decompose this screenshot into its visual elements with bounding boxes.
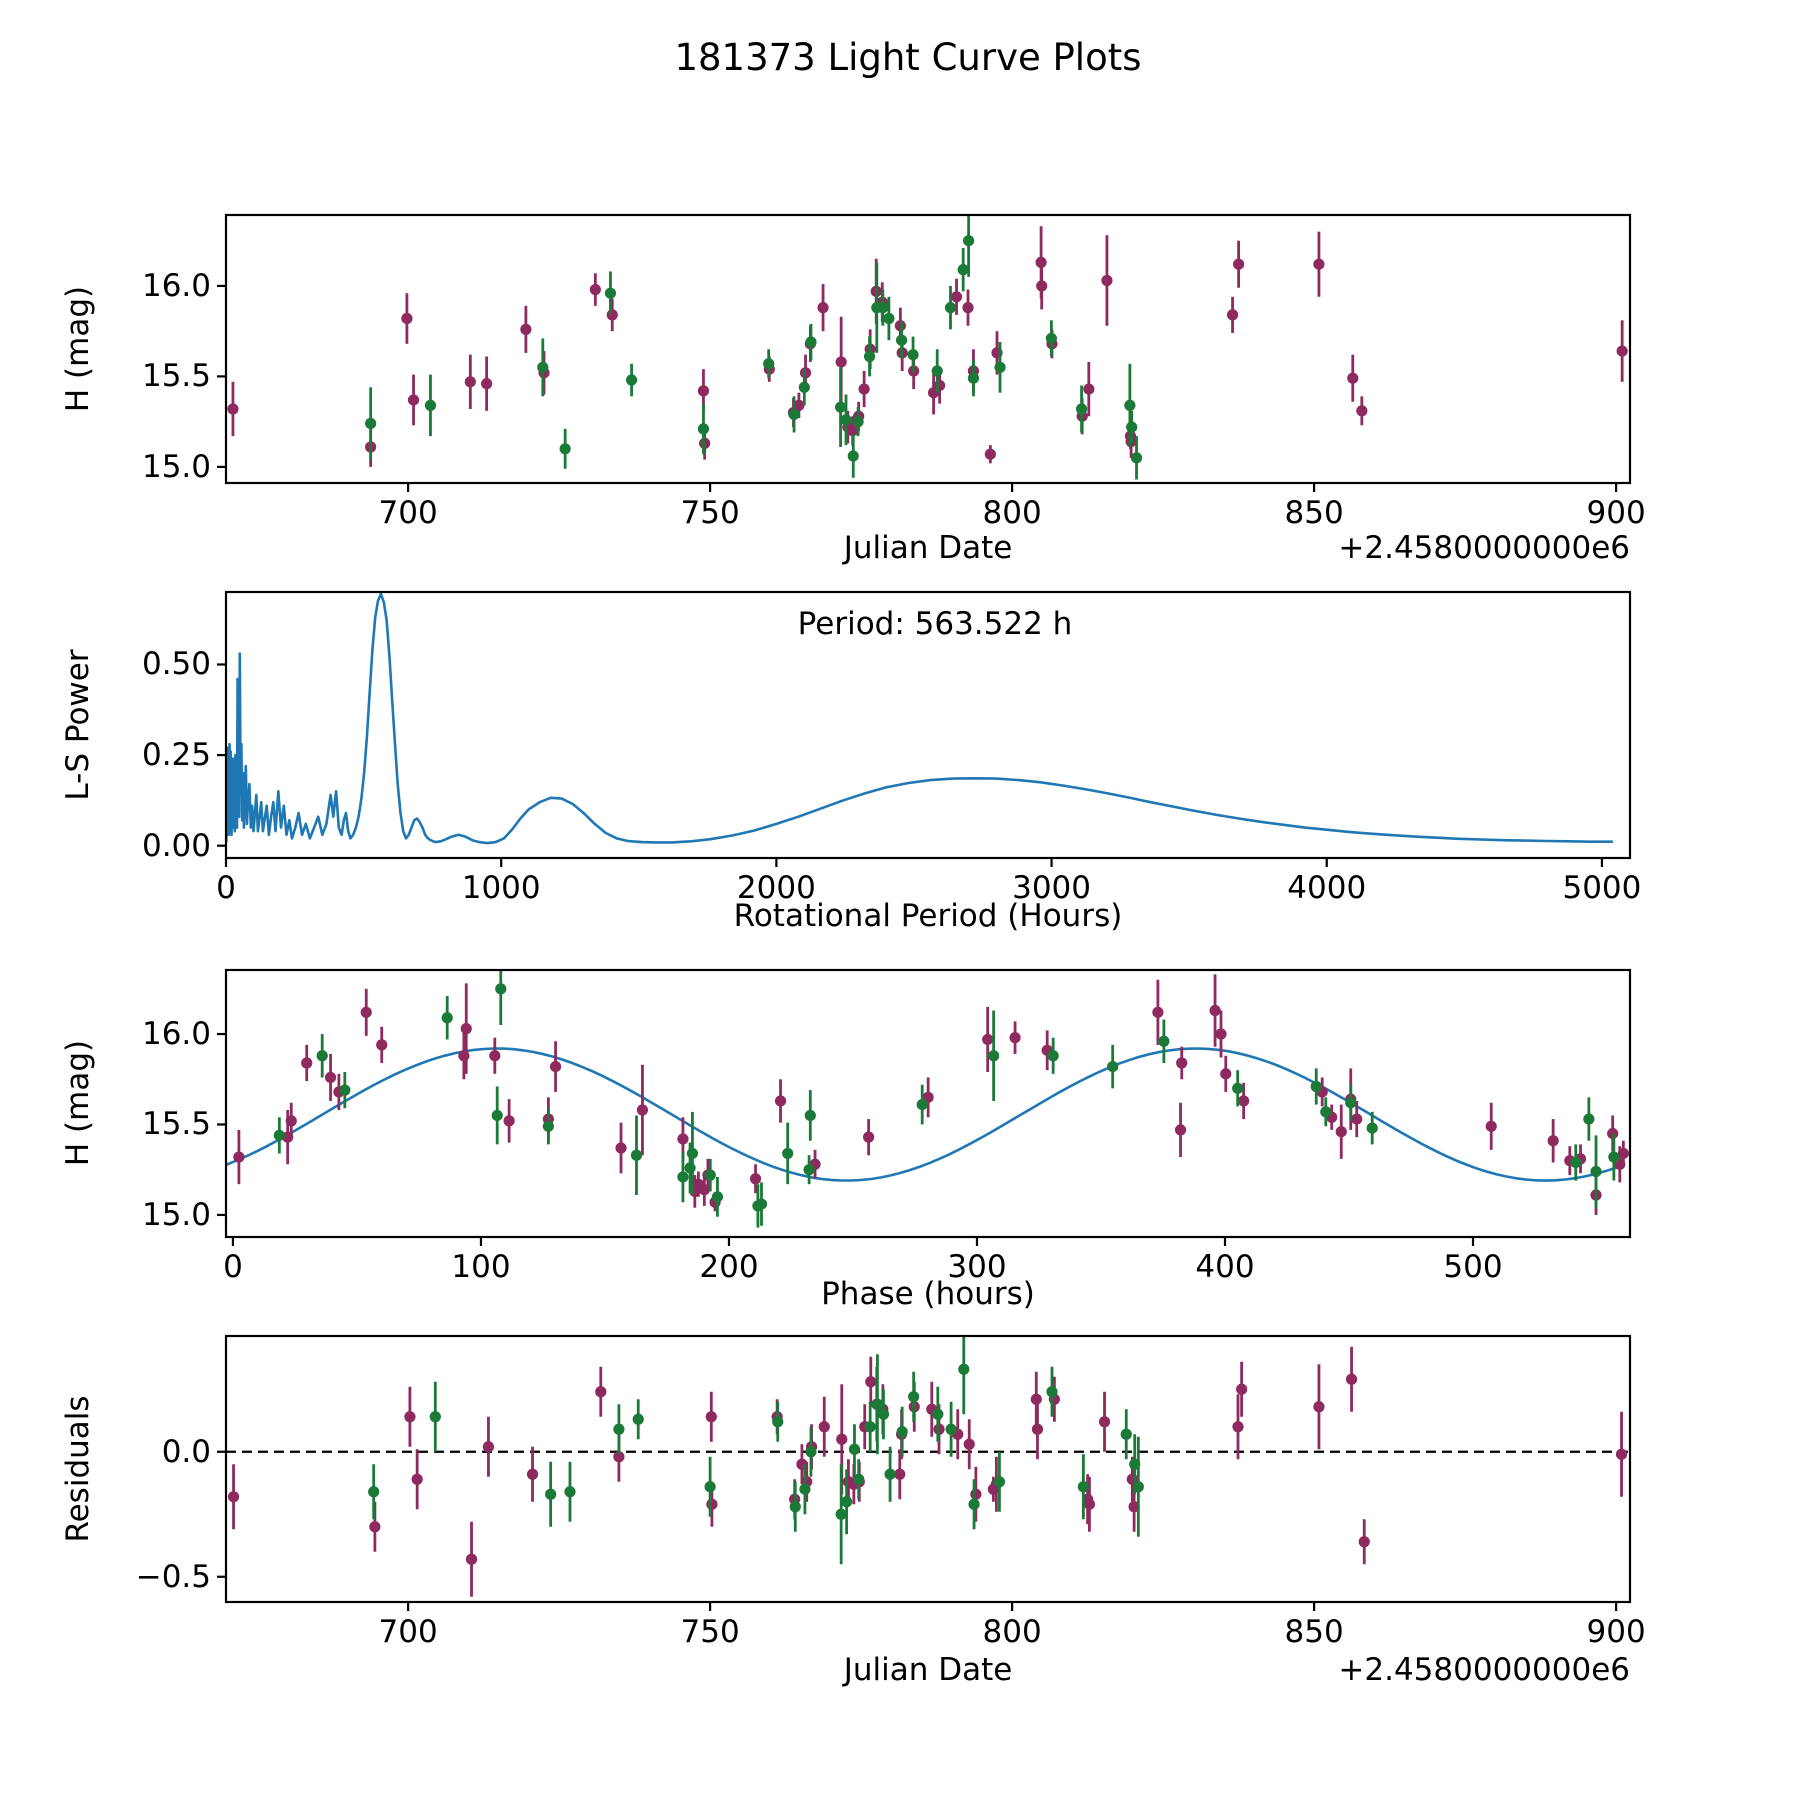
y-tick-label: 15.5 bbox=[141, 1106, 211, 1143]
x-tick-label: 850 bbox=[1284, 495, 1344, 531]
y-tick-label: 0.25 bbox=[141, 737, 211, 774]
x-tick-label: 900 bbox=[1586, 1614, 1646, 1650]
phase-plot-ylabel: H (mag) bbox=[60, 1039, 96, 1167]
phase-plot-xlabel: Phase (hours) bbox=[821, 1276, 1035, 1312]
x-tick-label: 2000 bbox=[736, 870, 816, 906]
x-tick-label: 1000 bbox=[461, 870, 541, 906]
x-tick-label: 300 bbox=[947, 1249, 1007, 1285]
jd-plot-axis-offset: +2.4580000000e6 bbox=[1338, 530, 1630, 566]
x-tick-label: 5000 bbox=[1562, 870, 1642, 906]
x-tick-label: 100 bbox=[451, 1249, 511, 1285]
x-tick-label: 700 bbox=[378, 495, 438, 531]
x-tick-label: 200 bbox=[699, 1249, 759, 1285]
x-tick-label: 900 bbox=[1586, 495, 1646, 531]
x-tick-label: 500 bbox=[1443, 1249, 1503, 1285]
x-tick-label: 800 bbox=[982, 495, 1042, 531]
residuals-axis-offset: +2.4580000000e6 bbox=[1338, 1652, 1630, 1688]
subplot-2-data bbox=[226, 953, 1629, 1228]
x-tick-label: 0 bbox=[223, 1249, 243, 1285]
x-tick-label: 3000 bbox=[1012, 870, 1091, 906]
figure-title: 181373 Light Curve Plots bbox=[674, 36, 1142, 79]
y-tick-label: 16.0 bbox=[141, 1016, 211, 1053]
jd-plot-xlabel: Julian Date bbox=[843, 530, 1013, 566]
y-tick-label: 0.00 bbox=[141, 827, 211, 864]
y-tick-label: −0.5 bbox=[135, 1558, 211, 1595]
x-tick-label: 700 bbox=[378, 1614, 438, 1650]
x-tick-label: 0 bbox=[216, 870, 236, 906]
residuals-ylabel: Residuals bbox=[60, 1395, 96, 1543]
jd-plot-ylabel: H (mag) bbox=[60, 285, 96, 413]
periodogram-ylabel: L-S Power bbox=[60, 649, 96, 801]
y-tick-label: 15.5 bbox=[141, 358, 211, 395]
subplot-0-data bbox=[227, 205, 1627, 480]
residuals-xlabel: Julian Date bbox=[843, 1652, 1013, 1688]
y-tick-label: 0.50 bbox=[141, 646, 211, 683]
period-annotation: Period: 563.522 h bbox=[797, 606, 1073, 642]
y-tick-label: 0.0 bbox=[161, 1433, 211, 1470]
x-tick-label: 850 bbox=[1284, 1614, 1344, 1650]
periodogram-xlabel: Rotational Period (Hours) bbox=[733, 898, 1123, 934]
y-tick-label: 15.0 bbox=[141, 1196, 211, 1233]
y-tick-label: 15.0 bbox=[141, 448, 211, 485]
subplot-3-data bbox=[226, 1324, 1630, 1597]
x-tick-label: 750 bbox=[680, 495, 740, 531]
x-tick-label: 4000 bbox=[1287, 870, 1367, 906]
y-tick-label: 16.0 bbox=[141, 267, 211, 304]
x-tick-label: 400 bbox=[1195, 1249, 1255, 1285]
x-tick-label: 750 bbox=[680, 1614, 740, 1650]
x-tick-label: 800 bbox=[982, 1614, 1042, 1650]
